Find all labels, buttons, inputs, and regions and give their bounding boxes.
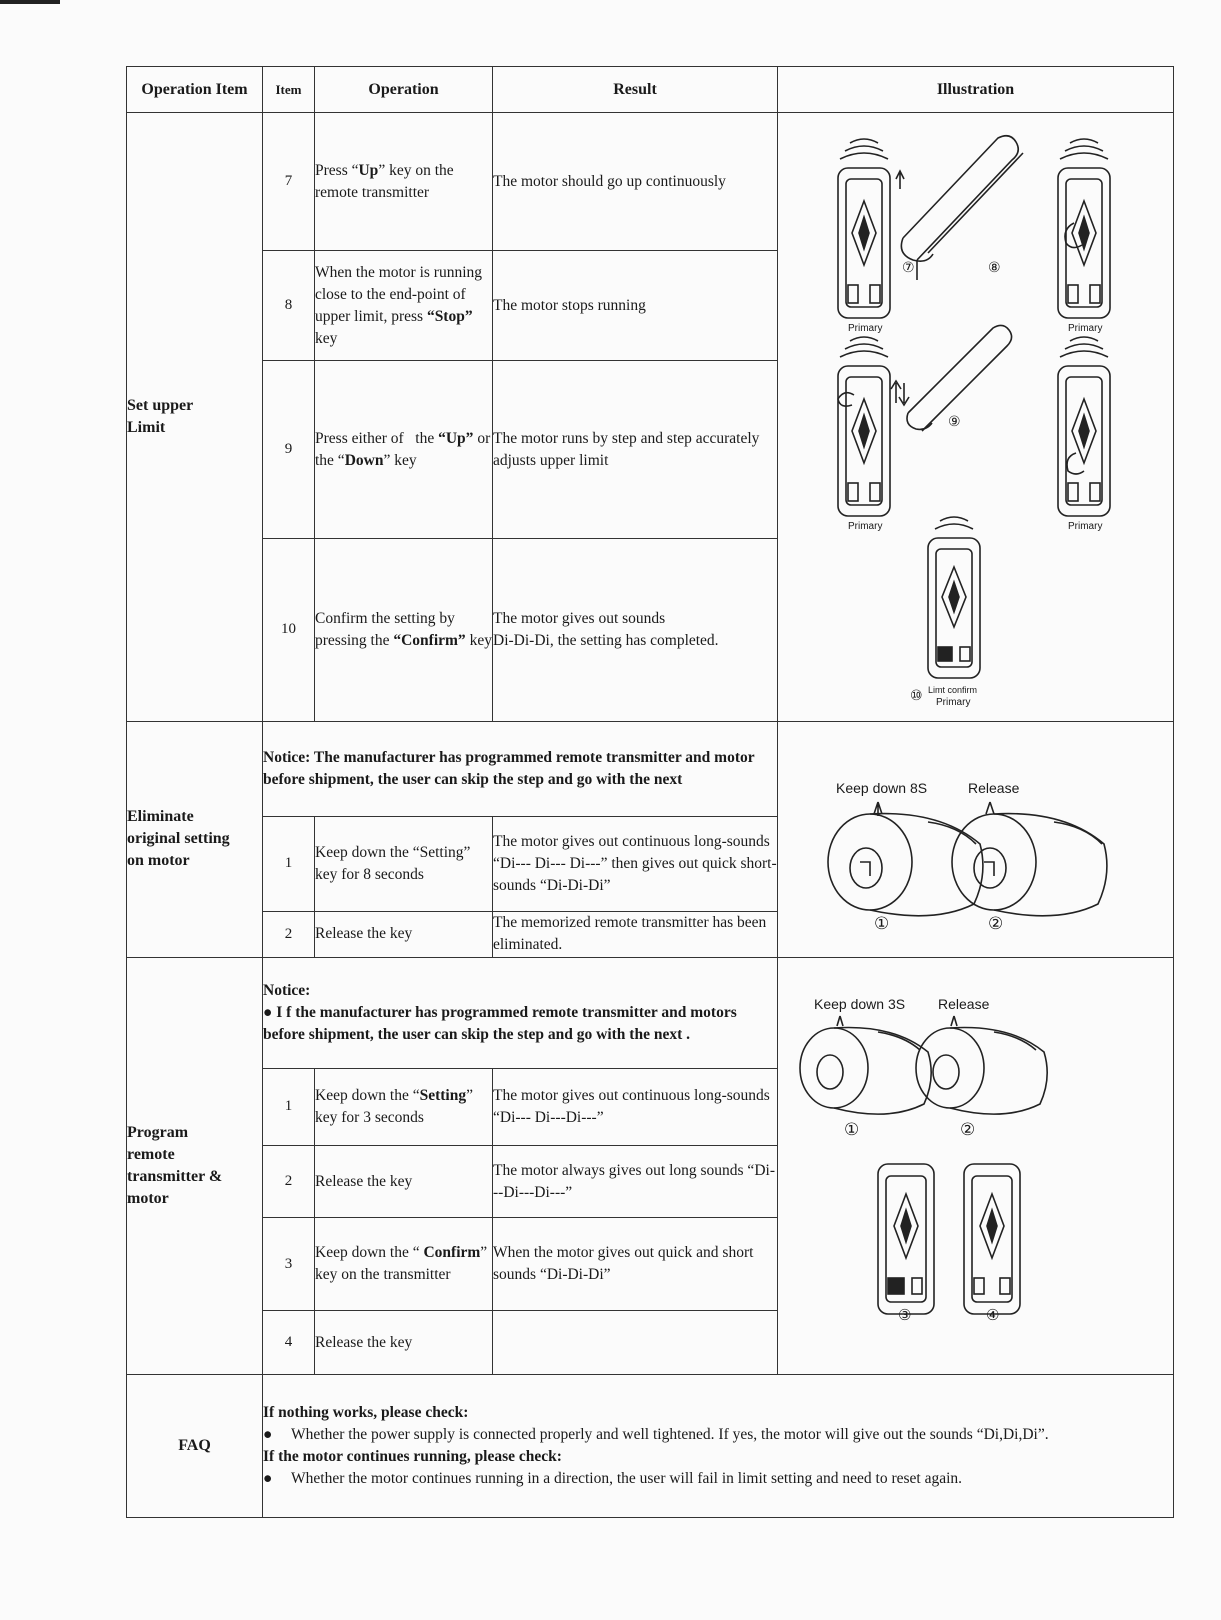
result-cell: The motor stops running xyxy=(493,250,778,361)
operation-cell: Release the key xyxy=(315,911,493,957)
primary-label: Primary xyxy=(1068,323,1103,335)
section-title-eliminate: Eliminate original setting on motor xyxy=(127,721,263,957)
table-row xyxy=(127,113,1174,250)
section-title-upper-limit: Set upper Limit xyxy=(127,113,263,721)
step-number-7: ⑦ xyxy=(902,259,915,276)
bullet-icon: ● xyxy=(263,1470,273,1488)
faq-check1-title: If nothing works, please check: xyxy=(263,1404,469,1422)
operation-cell: Release the key xyxy=(315,1146,493,1218)
motor-head-drawing xyxy=(778,722,1174,948)
header-operation: Operation xyxy=(315,67,493,113)
eliminate-illustration xyxy=(778,721,1174,957)
upper-limit-illustration xyxy=(778,113,1174,721)
primary-label: Primary xyxy=(936,697,971,709)
faq-row xyxy=(127,1375,1174,1518)
step-number-2: ② xyxy=(960,1120,976,1140)
operation-cell: Confirm the setting by pressing the “Confirm” key xyxy=(315,538,493,721)
primary-label: Primary xyxy=(1068,521,1103,533)
item-number: 3 xyxy=(263,1218,315,1311)
notice-program xyxy=(263,958,778,1069)
step-number-9: ⑨ xyxy=(948,413,961,430)
operation-cell: Press either of the “Up” or the “Down” key xyxy=(315,361,493,539)
step-number-3: ③ xyxy=(898,1307,912,1325)
release-label: Release xyxy=(938,996,990,1013)
header-item: Item xyxy=(263,67,315,113)
item-number: 7 xyxy=(263,113,315,250)
faq-check1-body: Whether the power supply is connected properly and well tightened. If yes, the motor will give out the sounds “Di,Di,Di”. xyxy=(291,1426,1049,1444)
result-cell: The memorized remote transmitter has been eliminated. xyxy=(493,911,778,957)
result-cell: The motor gives out continuous long-sounds “Di--- Di--- Di---” then gives out quick short-sounds “Di-Di-Di” xyxy=(493,816,778,911)
operation-cell: Keep down the “Setting” key for 3 seconds xyxy=(315,1068,493,1145)
operation-cell: Keep down the “ Confirm” key on the transmitter xyxy=(315,1218,493,1311)
bullet-icon: ● xyxy=(263,1426,273,1444)
keep-down-label: Keep down 8S xyxy=(836,779,928,796)
remote-and-shade-drawing xyxy=(778,113,1174,699)
item-number: 4 xyxy=(263,1311,315,1375)
step-number-10: ⑩ xyxy=(910,687,923,704)
result-cell: The motor gives out sounds Di-Di-Di, the setting has completed. xyxy=(493,538,778,721)
header-result: Result xyxy=(493,67,778,113)
header-row xyxy=(127,67,1174,113)
header-operation-item: Operation Item xyxy=(127,67,263,113)
header-illustration: Illustration xyxy=(778,67,1174,113)
limit-confirm-label: Limt confirm xyxy=(928,685,978,696)
operation-cell: Press “Up” key on the remote transmitter xyxy=(315,113,493,250)
result-cell: The motor should go up continuously xyxy=(493,113,778,250)
table-row xyxy=(127,958,1174,1069)
faq-body xyxy=(263,1375,1174,1518)
item-number: 1 xyxy=(263,816,315,911)
primary-label: Primary xyxy=(848,521,883,533)
result-cell: When the motor gives out quick and short sounds “Di-Di-Di” xyxy=(493,1218,778,1311)
table-row xyxy=(127,721,1174,816)
instruction-table xyxy=(126,66,1174,1518)
scan-corner-mark xyxy=(0,0,60,4)
item-number: 9 xyxy=(263,361,315,539)
operation-cell: When the motor is running close to the end-point of upper limit, press “Stop” key xyxy=(315,250,493,361)
result-cell: The motor runs by step and step accurately adjusts upper limit xyxy=(493,361,778,539)
faq-check2-title: If the motor continues running, please check: xyxy=(263,1448,562,1466)
release-label: Release xyxy=(968,779,1020,796)
item-number: 2 xyxy=(263,1146,315,1218)
notice-title: Notice: xyxy=(263,981,311,999)
step-number-1: ① xyxy=(874,913,890,933)
item-number: 2 xyxy=(263,911,315,957)
result-cell xyxy=(493,1311,778,1375)
operation-cell: Release the key xyxy=(315,1311,493,1375)
result-cell: The motor always gives out long sounds “Di---Di---Di---” xyxy=(493,1146,778,1218)
step-number-4: ④ xyxy=(986,1307,1000,1325)
step-number-2: ② xyxy=(988,913,1004,933)
operation-cell: Keep down the “Setting” key for 8 seconds xyxy=(315,816,493,911)
item-number: 1 xyxy=(263,1068,315,1145)
result-cell: The motor gives out continuous long-sounds “Di--- Di---Di---” xyxy=(493,1068,778,1145)
step-number-1: ① xyxy=(844,1120,860,1140)
step-number-8: ⑧ xyxy=(988,259,1001,276)
bullet-icon: ● xyxy=(263,1003,277,1021)
primary-label: Primary xyxy=(848,323,883,335)
faq-check2-body: Whether the motor continues running in a direction, the user will fail in limit setting and need to reset again. xyxy=(291,1470,963,1488)
keep-down-label: Keep down 3S xyxy=(814,996,906,1013)
faq-title: FAQ xyxy=(127,1375,263,1518)
notice-eliminate: Notice: The manufacturer has programmed remote transmitter and motor before shipment, the user can skip the step and go with the next xyxy=(263,721,778,816)
notice-body: I f the manufacturer has programmed remote transmitter and motors before shipment, the user can skip the step and go with the next . xyxy=(263,1003,737,1043)
section-title-program: Program remote transmitter & motor xyxy=(127,958,263,1375)
item-number: 10 xyxy=(263,538,315,721)
item-number: 8 xyxy=(263,250,315,361)
motor-and-remote-drawing xyxy=(778,958,1174,1360)
program-illustration xyxy=(778,958,1174,1375)
